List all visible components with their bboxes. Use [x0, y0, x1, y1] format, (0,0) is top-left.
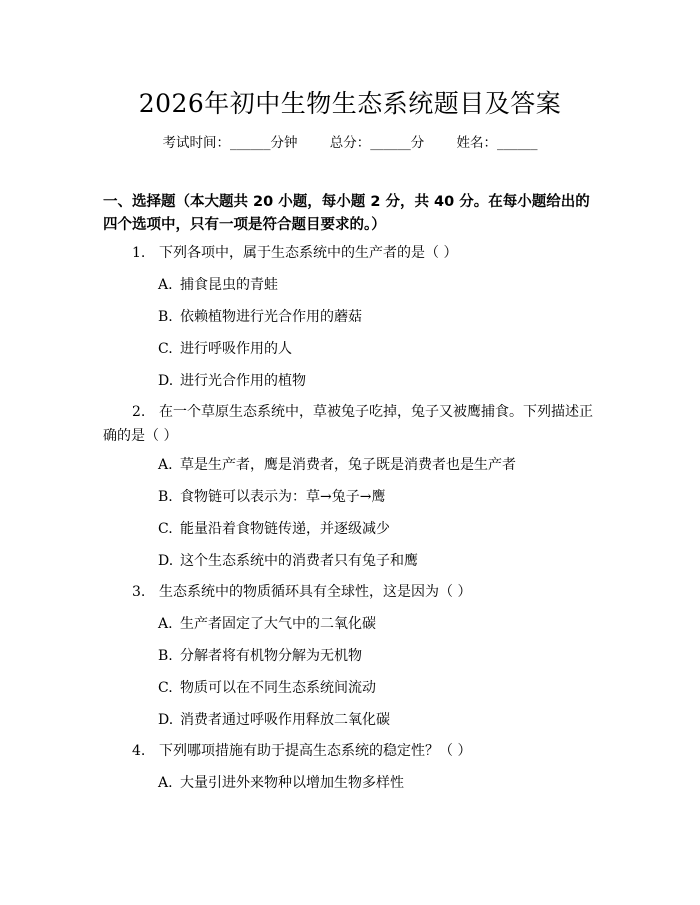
- page-title: 2026年初中生物生态系统题目及答案: [138, 89, 562, 118]
- question-number: 1.: [132, 245, 146, 261]
- option-4a: [158, 773, 404, 793]
- exam-time: 考试时间：______分钟: [162, 135, 298, 151]
- option-2c: [158, 519, 390, 539]
- option-letter: A.: [158, 775, 173, 791]
- option-3d: [158, 710, 390, 730]
- question-1: [103, 241, 603, 265]
- question-text: 下列哪项措施有助于提高生态系统的稳定性？（ ）: [159, 743, 472, 759]
- section-heading: 一、选择题（本大题共 20 小题，每小题 2 分，共 40 分。在每小题给出的四个选项中，只有一项是符合题目要求的。）: [103, 194, 590, 233]
- option-letter: C.: [158, 521, 173, 537]
- question-2: [103, 400, 603, 448]
- option-1d: [158, 371, 306, 391]
- question-4: [103, 739, 603, 763]
- option-letter: A.: [158, 616, 173, 632]
- option-text: 消费者通过呼吸作用释放二氧化碳: [180, 712, 390, 728]
- option-letter: D.: [158, 373, 174, 389]
- option-2d: [158, 551, 418, 571]
- option-1a: [158, 275, 278, 295]
- option-3a: [158, 614, 376, 634]
- option-text: 进行呼吸作用的人: [180, 341, 292, 357]
- question-text: 在一个草原生态系统中，草被兔子吃掉，兔子又被鹰捕食。下列描述正确的是（ ）: [103, 404, 593, 444]
- total-score: 总分：______分: [329, 135, 425, 151]
- option-2b: [158, 487, 385, 507]
- option-text: 能量沿着食物链传递，并逐级减少: [180, 521, 390, 537]
- option-letter: D.: [158, 553, 174, 569]
- option-1c: [158, 339, 292, 359]
- question-text: 下列各项中，属于生态系统中的生产者的是（ ）: [159, 245, 458, 261]
- option-letter: B.: [158, 489, 173, 505]
- option-3c: [158, 678, 376, 698]
- option-letter: A.: [158, 277, 173, 293]
- option-text: 依赖植物进行光合作用的蘑菇: [180, 309, 362, 325]
- option-text: 分解者将有机物分解为无机物: [180, 648, 362, 664]
- option-2a: [158, 455, 516, 475]
- option-text: 生产者固定了大气中的二氧化碳: [180, 616, 376, 632]
- question-number: 3.: [132, 584, 146, 600]
- option-letter: A.: [158, 457, 173, 473]
- student-name: 姓名：______: [456, 135, 538, 151]
- option-letter: B.: [158, 309, 173, 325]
- option-letter: C.: [158, 341, 173, 357]
- option-text: 大量引进外来物种以增加生物多样性: [180, 775, 404, 791]
- option-text: 捕食昆虫的青蛙: [180, 277, 278, 293]
- option-text: 草是生产者，鹰是消费者，兔子既是消费者也是生产者: [180, 457, 516, 473]
- option-text: 进行光合作用的植物: [180, 373, 306, 389]
- option-1b: [158, 307, 362, 327]
- option-text: 物质可以在不同生态系统间流动: [180, 680, 376, 696]
- option-text: 食物链可以表示为：草→兔子→鹰: [180, 489, 386, 505]
- option-3b: [158, 646, 362, 666]
- option-letter: C.: [158, 680, 173, 696]
- question-3: [103, 580, 603, 604]
- option-text: 这个生态系统中的消费者只有兔子和鹰: [180, 553, 418, 569]
- option-letter: D.: [158, 712, 174, 728]
- option-letter: B.: [158, 648, 173, 664]
- question-text: 生态系统中的物质循环具有全球性，这是因为（ ）: [159, 584, 472, 600]
- exam-meta: [0, 131, 700, 151]
- question-number: 4.: [132, 743, 146, 759]
- question-number: 2.: [132, 404, 146, 420]
